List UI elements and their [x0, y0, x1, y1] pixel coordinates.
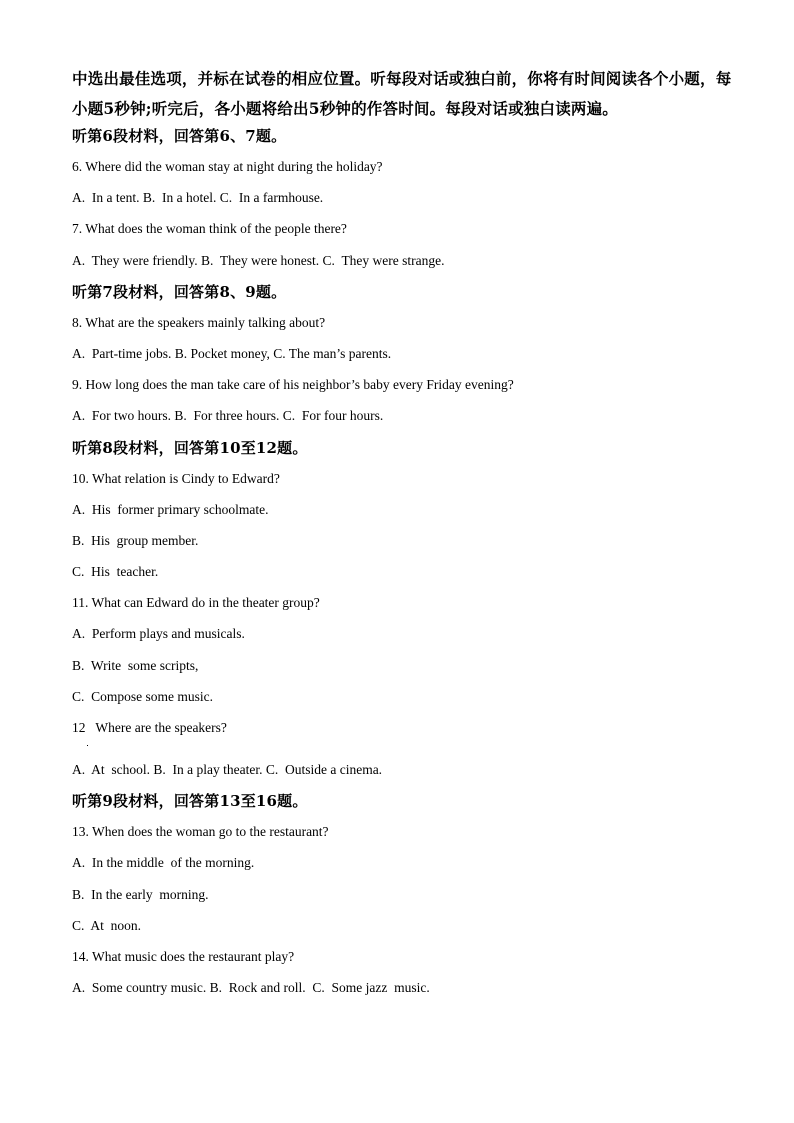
question-10: 10. What relation is Cindy to Edward?	[72, 470, 280, 486]
question-7: 7. What does the woman think of the people there?	[72, 221, 347, 237]
section-heading-7: 听第7段材料，回答第8、9题。	[72, 282, 287, 301]
option-11b: B. Write some scripts,	[72, 657, 199, 673]
question-14: 14. What music does the restaurant play?	[72, 948, 295, 964]
option-13a: A. In the middle of the morning.	[72, 855, 255, 871]
options-9: A. For two hours. B. For three hours. C. For four hours.	[72, 408, 384, 424]
option-10a: A. His former primary schoolmate.	[72, 501, 269, 517]
option-13b: B. In the early morning.	[72, 886, 209, 902]
options-12: A. At school. B. In a play theater. C. Outside a cinema.	[72, 762, 383, 777]
question-12: 12 Where are the speakers?	[72, 720, 227, 735]
option-11c: C. Compose some music.	[72, 688, 213, 704]
options-8: A. Part-time jobs. B. Pocket money, C. The man’s parents.	[72, 345, 392, 361]
stray-dot-mark	[87, 745, 88, 746]
section-heading-6: 听第6段材料，回答第6、7题。	[72, 127, 287, 145]
options-7: A. They were friendly. B. They were honest. C. They were strange.	[72, 252, 445, 268]
option-11a: A. Perform plays and musicals.	[72, 626, 245, 642]
section-heading-9: 听第9段材料，回答第13至16题。	[72, 792, 308, 811]
option-13c: C. At noon.	[72, 917, 142, 933]
exam-content	[72, 64, 732, 1009]
instructions-paragraph: 中选出最佳选项，并标在试卷的相应位置。听每段对话或独白前，你将有时间阅读各个小题，每小题5秒钟;听完后，各小题将给出5秒钟的作答时间。每段对话或独白读两遍。	[72, 69, 732, 118]
option-10c: C. His teacher.	[72, 564, 159, 580]
question-9: 9. How long does the man take care of his neighbor’s baby every Friday evening?	[72, 377, 514, 393]
question-13: 13. When does the woman go to the restaurant?	[72, 824, 329, 840]
options-14: A. Some country music. B. Rock and roll. C. Some jazz music.	[72, 980, 430, 996]
options-6: A. In a tent. B. In a hotel. C. In a farmhouse.	[72, 190, 324, 206]
option-10b: B. His group member.	[72, 532, 199, 548]
question-11: 11. What can Edward do in the theater group?	[72, 595, 320, 611]
question-8: 8. What are the speakers mainly talking about?	[72, 314, 326, 330]
section-heading-8: 听第8段材料，回答第10至12题。	[72, 438, 308, 457]
question-6: 6. Where did the woman stay at night during the holiday?	[72, 159, 383, 174]
